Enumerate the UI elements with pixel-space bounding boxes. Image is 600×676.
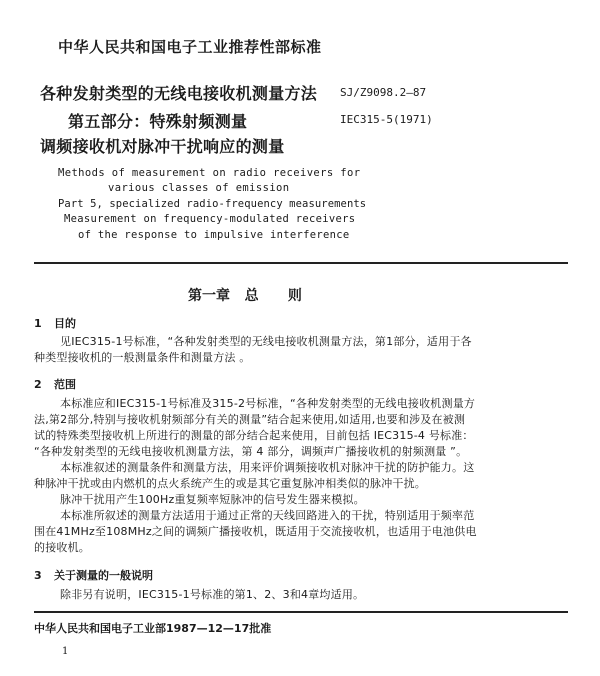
section-title: 关于测量的一般说明 [54,569,153,582]
english-title-line-4: Measurement on frequency-modulated receivers [64,213,356,225]
english-title-line-1: Methods of measurement on radio receivers for [58,167,361,179]
title-line-2: 第五部分：特殊射频测量 [68,112,248,131]
title-line-1: 各种发射类型的无线电接收机测量方法 [40,84,318,103]
section-number: 1 [34,317,42,330]
approval-line: 中华人民共和国电子工业部1987—12—17批准 [34,622,272,635]
section-1-line-2: 种类型接收机的一般测量条件和测量方法 。 [34,351,251,364]
section-2-line-1: 本标准应和IEC315-1号标准及315-2号标准，“各种发射类型的无线电接收机测量方 [60,397,476,410]
section-2-line-7: 脉冲干扰用产生100Hz重复频率短脉冲的信号发生器来模拟。 [60,493,365,506]
english-title-line-5: of the response to impulsive interference [78,229,350,241]
section-number: 3 [34,569,42,582]
english-title-line-3: Part 5, specialized radio-frequency measurements [58,198,367,210]
section-2-line-5: 本标准叙述的测量条件和测量方法，用来评价调频接收机对脉冲干扰的防护能力。这 [60,461,475,474]
section-2-line-3: 试的特殊类型接收机上所进行的测量的部分结合起来使用，目前包括 IEC315-4 号标准： [34,429,474,442]
issuer-line: 中华人民共和国电子工业推荐性部标准 [58,38,322,56]
page-number: 1 [62,646,69,657]
section-title: 目的 [54,317,76,330]
section-2-line-4: “各种发射类型的无线电接收机测量方法，第 4 部分，调频声广播接收机的射频测量 ”。 [34,445,468,458]
chapter-title: 第一章 总 则 [188,288,302,304]
standard-code: SJ/Z9098.2—87 [340,86,427,99]
section-title: 范围 [54,378,76,391]
section-2-line-6: 种脉冲干扰或由内燃机的点火系统产生的或是其它重复脉冲相类似的脉冲干扰。 [34,477,426,490]
section-1-line-1: 见IEC315-1号标准，“各种发射类型的无线电接收机测量方法，第1部分，适用于各 [60,335,472,348]
section-2-line-10: 的接收机。 [34,541,90,554]
english-title-line-2: various classes of emission [108,182,290,194]
section-number: 2 [34,378,42,391]
section-2-line-2: 法,第2部分,特别与接收机射频部分有关的测量”结合起来使用,如适用,也要和涉及在被测 [34,413,466,426]
section-2-line-9: 围在41MHz至108MHz之间的调频广播接收机，既适用于交流接收机，也适用于电池供电 [34,525,477,538]
footer-divider [34,611,568,613]
section-3-heading [34,567,153,583]
header-divider [34,262,568,264]
section-2-line-8: 本标准所叙述的测量方法适用于通过正常的天线回路进入的干扰，特别适用于频率范 [60,509,475,522]
section-1-heading [34,315,76,331]
title-line-3: 调频接收机对脉冲干扰响应的测量 [40,137,285,156]
section-3-line-1: 除非另有说明，IEC315-1号标准的第1、2、3和4章均适用。 [60,588,365,601]
section-2-heading [34,376,76,392]
iec-reference: IEC315-5(1971) [340,113,433,126]
